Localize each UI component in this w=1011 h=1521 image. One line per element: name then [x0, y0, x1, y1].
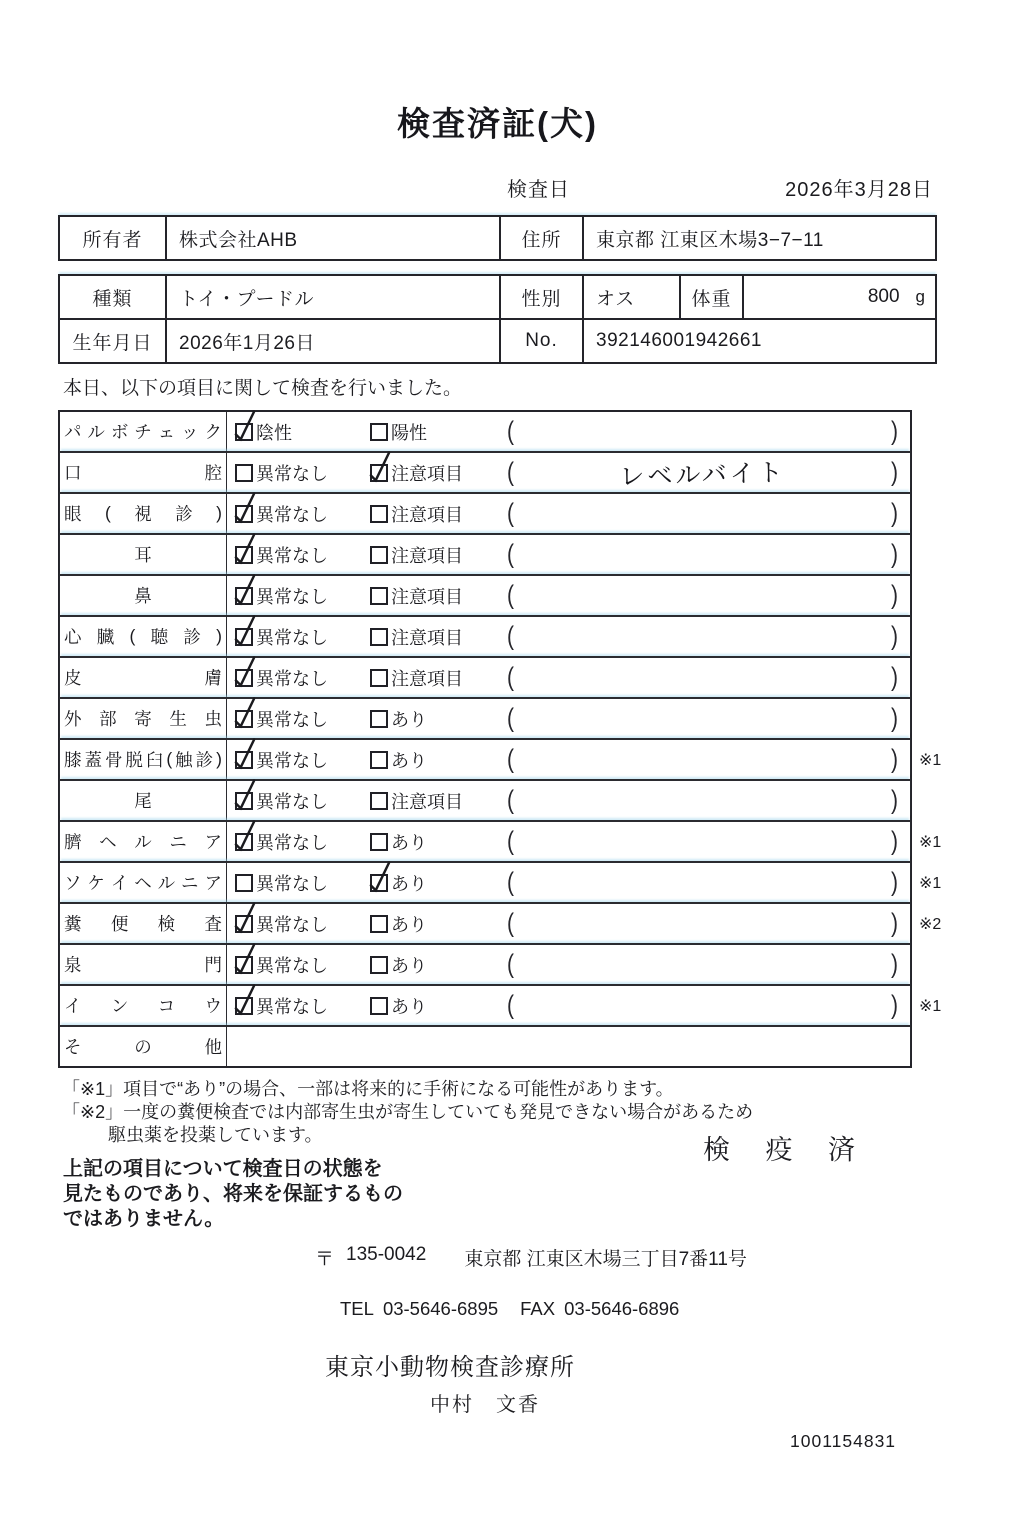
open-paren: (	[507, 416, 514, 446]
exam-item-label: 外 部 寄 生 虫	[60, 699, 227, 738]
breed-label: 種類	[92, 288, 133, 310]
open-paren: (	[507, 867, 514, 897]
weight-cell	[742, 276, 935, 318]
checkbox-icon[interactable]	[370, 792, 388, 810]
exam-item-label: 糞 便 検 査	[60, 904, 227, 943]
exam-table	[58, 410, 942, 1068]
exam-item-label: そ の 他	[60, 1027, 227, 1066]
checkbox-icon[interactable]	[235, 464, 253, 482]
exam-option-2: 注意項目	[370, 460, 507, 486]
open-paren: (	[507, 744, 514, 774]
exam-row-umbilical-hernia	[60, 820, 942, 861]
open-paren: (	[507, 703, 514, 733]
inspection-date-row	[58, 173, 937, 202]
handwritten-note	[514, 632, 891, 642]
checkbox-icon[interactable]	[370, 628, 388, 646]
exam-row-inguinal-hernia	[60, 861, 942, 902]
close-paren: )	[891, 457, 898, 487]
intro-text: 本日、以下の項目に関して検査を行いました。	[63, 378, 463, 399]
handwritten-note	[514, 919, 891, 929]
open-paren: (	[507, 908, 514, 938]
exam-option-2: 陽性	[370, 419, 507, 445]
exam-row-skin	[60, 656, 910, 697]
close-paren: )	[891, 539, 898, 569]
reference-mark: ※1	[919, 751, 942, 769]
footnote-1: 「※1」項目で“あり”の場合、一部は将来的に手術になる可能性があります。	[62, 1079, 674, 1099]
checkbox-icon[interactable]	[235, 587, 253, 605]
checkbox-icon[interactable]	[370, 710, 388, 728]
exam-row-patella	[60, 738, 942, 779]
close-paren: )	[891, 990, 898, 1020]
exam-option-1: 異常なし	[235, 501, 370, 527]
weight-label: 体重	[679, 276, 742, 318]
footnote-2-line2: 駆虫薬を投薬しています。	[108, 1125, 323, 1145]
exam-row-ears	[60, 533, 910, 574]
clinic-name: 東京小動物検査診療所	[325, 1354, 575, 1381]
exam-option-1: 異常なし	[235, 460, 370, 486]
close-paren: )	[891, 785, 898, 815]
exam-option-1: 異常なし	[235, 829, 370, 855]
close-paren: )	[891, 949, 898, 979]
checkbox-icon[interactable]	[235, 628, 253, 646]
remarks-field	[507, 908, 910, 938]
quarantine-stamp: 検 疫 済	[703, 1135, 870, 1165]
exam-option-1: 異常なし	[235, 583, 370, 609]
owner-value: 株式会社AHB	[165, 217, 499, 259]
checkbox-icon[interactable]	[235, 956, 253, 974]
exam-option-2: 注意項目	[370, 542, 507, 568]
close-paren: )	[891, 662, 898, 692]
checkbox-icon[interactable]	[370, 751, 388, 769]
footnote-2-line1: 「※2」一度の糞便検査では内部寄生虫が寄生していても発見できない場合があるため	[62, 1102, 754, 1122]
address-value: 東京都 江東区木場3−7−11	[582, 217, 935, 259]
close-paren: )	[891, 867, 898, 897]
checkmark-icon	[233, 943, 257, 975]
clinic-tel-line	[340, 1298, 937, 1320]
exam-option-1: 異常なし	[235, 624, 370, 650]
checkmark-icon	[233, 533, 257, 565]
checkbox-icon[interactable]	[235, 874, 253, 892]
exam-item-label: 膝 蓋 骨 脱 臼 ( 触 診 )	[60, 740, 227, 779]
handwritten-note	[514, 837, 891, 847]
open-paren: (	[507, 539, 514, 569]
exam-row-fecal	[60, 902, 942, 943]
exam-item-label: ソ ケ イ ヘ ル ニ ア	[60, 863, 227, 902]
open-paren: (	[507, 990, 514, 1020]
exam-row-ectoparasites	[60, 697, 910, 738]
exam-item-label: 臍 ヘ ル ニ ア	[60, 822, 227, 861]
checkbox-icon[interactable]	[370, 505, 388, 523]
exam-option-2: あり	[370, 911, 507, 937]
disclaimer-text: 上記の項目について検査日の状態を 見たものであり、将来を保証するもの ではありません。	[63, 1158, 403, 1230]
exam-item-label: 心 臓 ( 聴 診 )	[60, 617, 227, 656]
checkbox-icon[interactable]	[235, 710, 253, 728]
remarks-field	[507, 785, 910, 815]
remarks-field	[507, 621, 910, 651]
checkbox-icon[interactable]	[370, 915, 388, 933]
sex-label: 性別	[499, 276, 582, 318]
weight-value: 800	[867, 286, 900, 307]
checkbox-icon[interactable]	[235, 997, 253, 1015]
handwritten-note	[514, 591, 891, 601]
exam-option-2: 注意項目	[370, 624, 507, 650]
fax-number: 03-5646-6896	[564, 1298, 680, 1319]
handwritten-note	[514, 755, 891, 765]
exam-row-heart	[60, 615, 910, 656]
exam-option-2: 注意項目	[370, 788, 507, 814]
handwritten-note	[514, 509, 891, 519]
exam-option-2: あり	[370, 829, 507, 855]
checkmark-icon	[233, 902, 257, 934]
remarks-field	[507, 703, 910, 733]
exam-item-label: 尾	[60, 781, 227, 820]
exam-row-fontanelle	[60, 943, 910, 984]
open-paren: (	[507, 457, 514, 487]
checkmark-icon	[233, 779, 257, 811]
checkbox-icon[interactable]	[235, 751, 253, 769]
exam-option-1: 異常なし	[235, 706, 370, 732]
checkmark-icon	[233, 697, 257, 729]
examiner-name: 中村 文香	[430, 1394, 540, 1416]
exam-option-2: あり	[370, 870, 507, 896]
no-label: No.	[499, 320, 582, 362]
checkmark-icon	[368, 861, 392, 893]
remarks-field	[507, 539, 910, 569]
close-paren: )	[891, 826, 898, 856]
handwritten-note	[514, 1001, 891, 1011]
exam-option-1: 異常なし	[235, 911, 370, 937]
remarks-field	[507, 416, 910, 446]
dog-info-table	[58, 274, 937, 364]
remarks-field	[507, 498, 910, 528]
reference-mark: ※1	[919, 874, 942, 892]
open-paren: (	[507, 621, 514, 651]
checkmark-icon	[233, 574, 257, 606]
exam-option-1: 陰性	[235, 419, 370, 445]
remarks-field	[507, 867, 910, 897]
exam-row-eyes	[60, 492, 910, 533]
exam-item-label: 泉 門	[60, 945, 227, 984]
remarks-field	[507, 662, 910, 692]
exam-option-1: 異常なし	[235, 788, 370, 814]
checkmark-icon	[233, 656, 257, 688]
reference-mark: ※1	[919, 833, 942, 851]
exam-row-parvo	[60, 412, 910, 451]
exam-option-1: 異常なし	[235, 952, 370, 978]
exam-option-2: あり	[370, 747, 507, 773]
serial-number: 1001154831	[790, 1431, 897, 1451]
fax-label: FAX	[520, 1298, 556, 1319]
owner-label: 所有者	[82, 229, 143, 251]
handwritten-note	[514, 714, 891, 724]
checkbox-icon[interactable]	[370, 587, 388, 605]
exam-row-tail	[60, 779, 910, 820]
checkmark-icon	[233, 615, 257, 647]
handwritten-note	[514, 878, 891, 888]
exam-option-2: あり	[370, 952, 507, 978]
checkbox-icon[interactable]	[235, 669, 253, 687]
postal-mark: 〒	[315, 1249, 335, 1270]
exam-option-1: 異常なし	[235, 870, 370, 896]
open-paren: (	[507, 498, 514, 528]
exam-item-label: 皮 膚	[60, 658, 227, 697]
exam-row-nose	[60, 574, 910, 615]
remarks-field	[507, 580, 910, 610]
close-paren: )	[891, 908, 898, 938]
checkbox-icon[interactable]	[235, 423, 253, 441]
checkbox-icon[interactable]	[370, 833, 388, 851]
remarks-field	[507, 744, 910, 774]
close-paren: )	[891, 580, 898, 610]
birthdate-label: 生年月日	[72, 332, 153, 354]
checkmark-icon	[233, 738, 257, 770]
close-paren: )	[891, 498, 898, 528]
birthdate-value: 2026年1月26日	[165, 320, 499, 362]
checkmark-icon	[233, 820, 257, 852]
exam-option-2: あり	[370, 993, 507, 1019]
tel-label: TEL	[340, 1298, 374, 1319]
checkbox-icon[interactable]	[235, 833, 253, 851]
checkbox-icon[interactable]	[370, 997, 388, 1015]
checkbox-icon[interactable]	[370, 546, 388, 564]
remarks-field	[507, 826, 910, 856]
remarks-field	[507, 455, 910, 491]
exam-item-label: 鼻	[60, 576, 227, 615]
handwritten-note: レベルバイト	[619, 458, 787, 491]
open-paren: (	[507, 785, 514, 815]
checkbox-icon[interactable]	[235, 915, 253, 933]
reference-mark: ※1	[919, 997, 942, 1015]
exam-option-2: あり	[370, 706, 507, 732]
reference-mark: ※2	[919, 915, 942, 933]
checkbox-icon[interactable]	[370, 956, 388, 974]
open-paren: (	[507, 826, 514, 856]
exam-row-oral	[60, 451, 910, 492]
handwritten-note	[514, 960, 891, 970]
checkbox-icon[interactable]	[370, 669, 388, 687]
exam-option-1: 異常なし	[235, 993, 370, 1019]
sex-value: オス	[582, 276, 679, 318]
exam-option-1: 異常なし	[235, 747, 370, 773]
inspection-date-value: 2026年3月28日	[785, 179, 933, 201]
postal-code: 135-0042	[346, 1244, 427, 1265]
checkbox-icon[interactable]	[370, 874, 388, 892]
exam-option-1: 異常なし	[235, 542, 370, 568]
exam-option-1: 異常なし	[235, 665, 370, 691]
close-paren: )	[891, 744, 898, 774]
breed-value: トイ・プードル	[165, 276, 499, 318]
handwritten-note	[514, 550, 891, 560]
checkbox-icon[interactable]	[235, 792, 253, 810]
clinic-address: 東京都 江東区木場三丁目7番11号	[464, 1249, 747, 1270]
tel-number: 03-5646-6895	[382, 1298, 499, 1319]
inspection-date-label: 検査日	[507, 179, 570, 201]
exam-item-label: 口 腔	[60, 453, 227, 492]
remarks-field	[507, 990, 910, 1020]
exam-item-label: イ ン コ ウ	[60, 986, 227, 1025]
handwritten-note	[514, 673, 891, 683]
checkmark-icon	[368, 451, 392, 483]
checkbox-icon[interactable]	[370, 464, 388, 482]
checkmark-icon	[233, 984, 257, 1016]
exam-item-label: 耳	[60, 535, 227, 574]
close-paren: )	[891, 621, 898, 651]
weight-unit: g	[915, 287, 925, 306]
handwritten-note	[514, 796, 891, 806]
checkmark-icon	[233, 492, 257, 524]
exam-item-label: パ ル ボ チ ェ ッ ク	[60, 412, 227, 451]
open-paren: (	[507, 949, 514, 979]
open-paren: (	[507, 580, 514, 610]
owner-table	[58, 215, 937, 261]
handwritten-note	[514, 427, 891, 437]
no-value: 392146001942661	[582, 320, 935, 362]
exam-item-label: 眼 ( 視 診 )	[60, 494, 227, 533]
exam-row-inkou	[60, 984, 942, 1025]
close-paren: )	[891, 703, 898, 733]
checkmark-icon	[233, 410, 257, 442]
address-label: 住所	[499, 217, 582, 259]
remarks-field	[507, 949, 910, 979]
close-paren: )	[891, 416, 898, 446]
open-paren: (	[507, 662, 514, 692]
checkbox-icon[interactable]	[370, 423, 388, 441]
exam-option-2: 注意項目	[370, 665, 507, 691]
clinic-postal-line	[315, 1244, 937, 1271]
page-title: 検査済証(犬)	[397, 105, 598, 142]
checkbox-icon[interactable]	[235, 505, 253, 523]
checkbox-icon[interactable]	[235, 546, 253, 564]
exam-row-other	[60, 1025, 910, 1066]
exam-option-2: 注意項目	[370, 501, 507, 527]
exam-option-2: 注意項目	[370, 583, 507, 609]
